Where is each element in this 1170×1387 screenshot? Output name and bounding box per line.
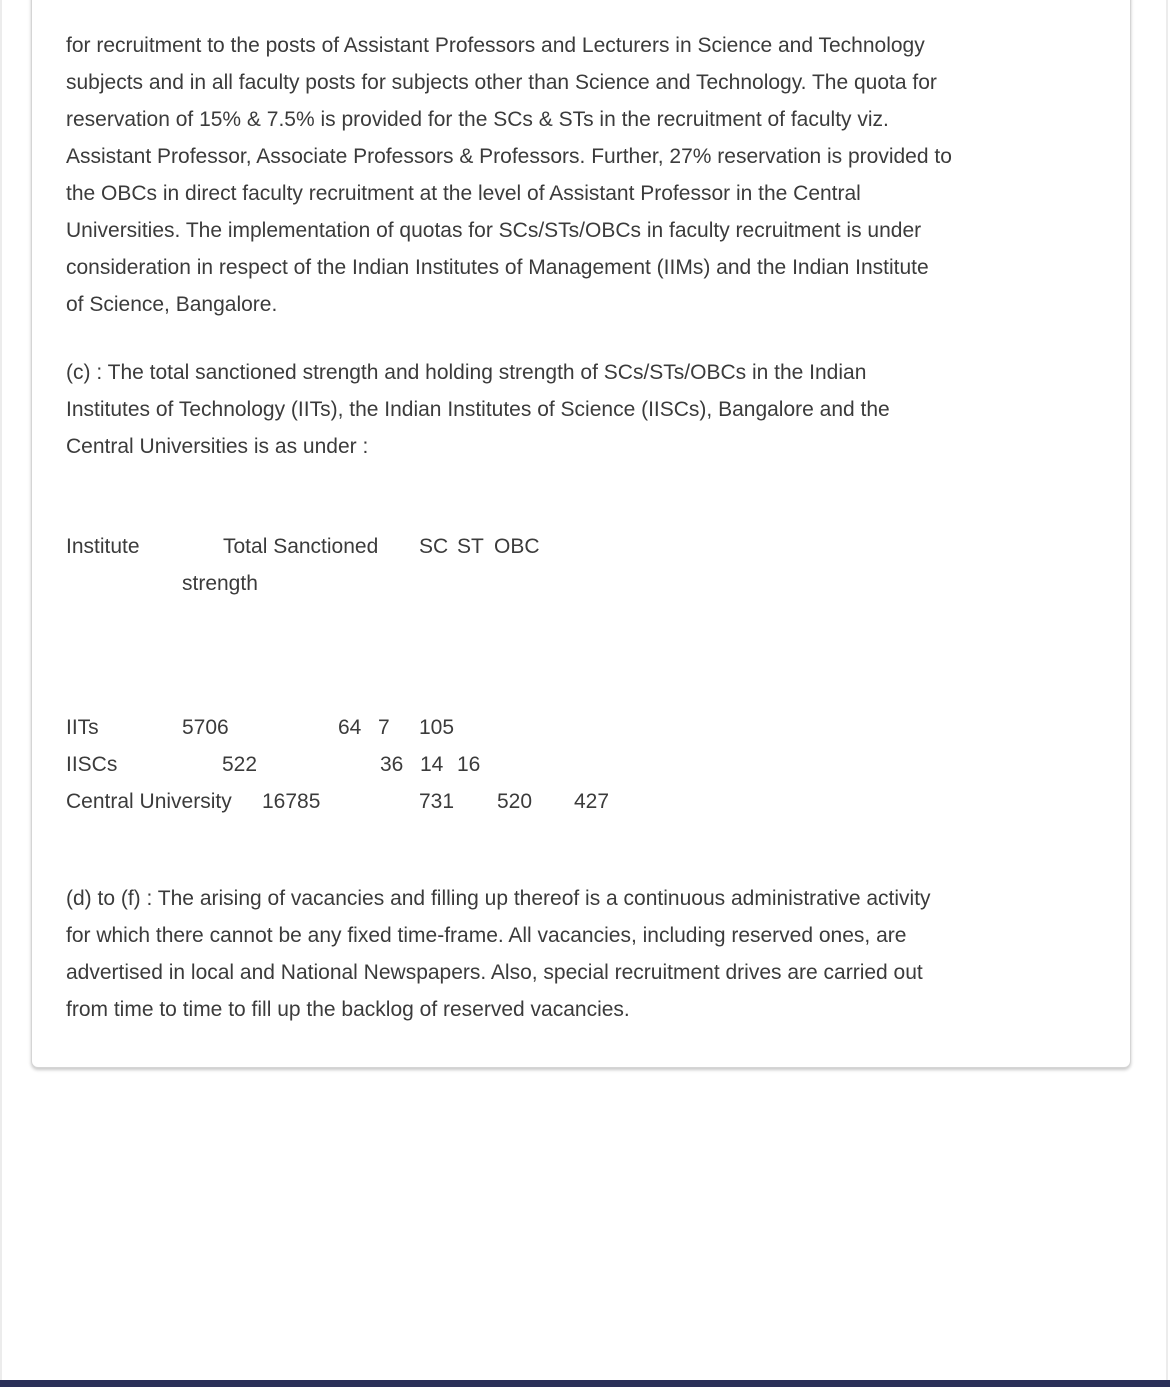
table-cell-obc: 16 [457, 753, 481, 776]
table-header-sc: SC [419, 535, 449, 558]
table-header [66, 528, 1102, 602]
table-cell-institute: IITs [66, 716, 99, 739]
table-header-total-sanctioned: Total Sanctioned [223, 535, 379, 558]
table-cell-institute: IISCs [66, 753, 118, 776]
table-header-strength: strength [182, 572, 258, 595]
table-cell-sc: 64 [338, 716, 362, 739]
table-cell-total: 522 [222, 753, 258, 776]
paragraph-line: consideration in respect of the Indian Institutes of Management (IIMs) and the Indian Institute [66, 256, 929, 279]
paragraph-intro [66, 27, 1102, 323]
table-cell-sc: 36 [380, 753, 404, 776]
paragraph-line: (c) : The total sanctioned strength and holding strength of SCs/STs/OBCs in the Indian [66, 361, 867, 384]
table-header-obc: OBC [494, 535, 540, 558]
paragraph-line: the OBCs in direct faculty recruitment at the level of Assistant Professor in the Central [66, 182, 861, 205]
table-cell-st: 14 [420, 753, 444, 776]
paragraph-line: Assistant Professor, Associate Professors & Professors. Further, 27% reservation is provided to [66, 145, 952, 168]
table-cell-total: 5706 [182, 716, 229, 739]
table-cell-total: 16785 [262, 790, 321, 813]
paragraph-line: of Science, Bangalore. [66, 293, 278, 316]
table-header-institute: Institute [66, 535, 140, 558]
answer-text-content [32, 0, 1130, 1028]
table-cell-st: 520 [497, 790, 533, 813]
answer-text-card [31, 0, 1131, 1068]
table-body [66, 709, 1102, 820]
paragraph-line: subjects and in all faculty posts for subjects other than Science and Technology. The quota for [66, 71, 937, 94]
paragraph-line: for which there cannot be any fixed time-frame. All vacancies, including reserved ones, are [66, 924, 907, 947]
page-right-edge-line [1166, 0, 1168, 1387]
paragraph-line: (d) to (f) : The arising of vacancies and filling up thereof is a continuous administrative activity [66, 887, 931, 910]
paragraph-line: Universities. The implementation of quotas for SCs/STs/OBCs in faculty recruitment is under [66, 219, 922, 242]
paragraph-d [66, 880, 1102, 1028]
paragraph-line: reservation of 15% & 7.5% is provided for the SCs & STs in the recruitment of faculty viz. [66, 108, 889, 131]
table-cell-obc: 427 [574, 790, 610, 813]
table-cell-institute: Central University [66, 790, 232, 813]
table-cell-sc: 731 [419, 790, 455, 813]
paragraph-line: for recruitment to the posts of Assistant Professors and Lecturers in Science and Technology [66, 34, 925, 57]
paragraph-line: from time to time to fill up the backlog of reserved vacancies. [66, 998, 630, 1021]
table-cell-obc: 105 [419, 716, 455, 739]
table-header-st: ST [457, 535, 484, 558]
paragraph-c [66, 354, 1102, 465]
page-left-edge-line [0, 0, 2, 1387]
paragraph-line: Central Universities is as under : [66, 435, 369, 458]
paragraph-line: advertised in local and National Newspapers. Also, special recruitment drives are carried out [66, 961, 923, 984]
bottom-navy-bar [0, 1380, 1170, 1387]
paragraph-line: Institutes of Technology (IITs), the Indian Institutes of Science (IISCs), Bangalore and the [66, 398, 890, 421]
table-cell-st: 7 [378, 716, 390, 739]
